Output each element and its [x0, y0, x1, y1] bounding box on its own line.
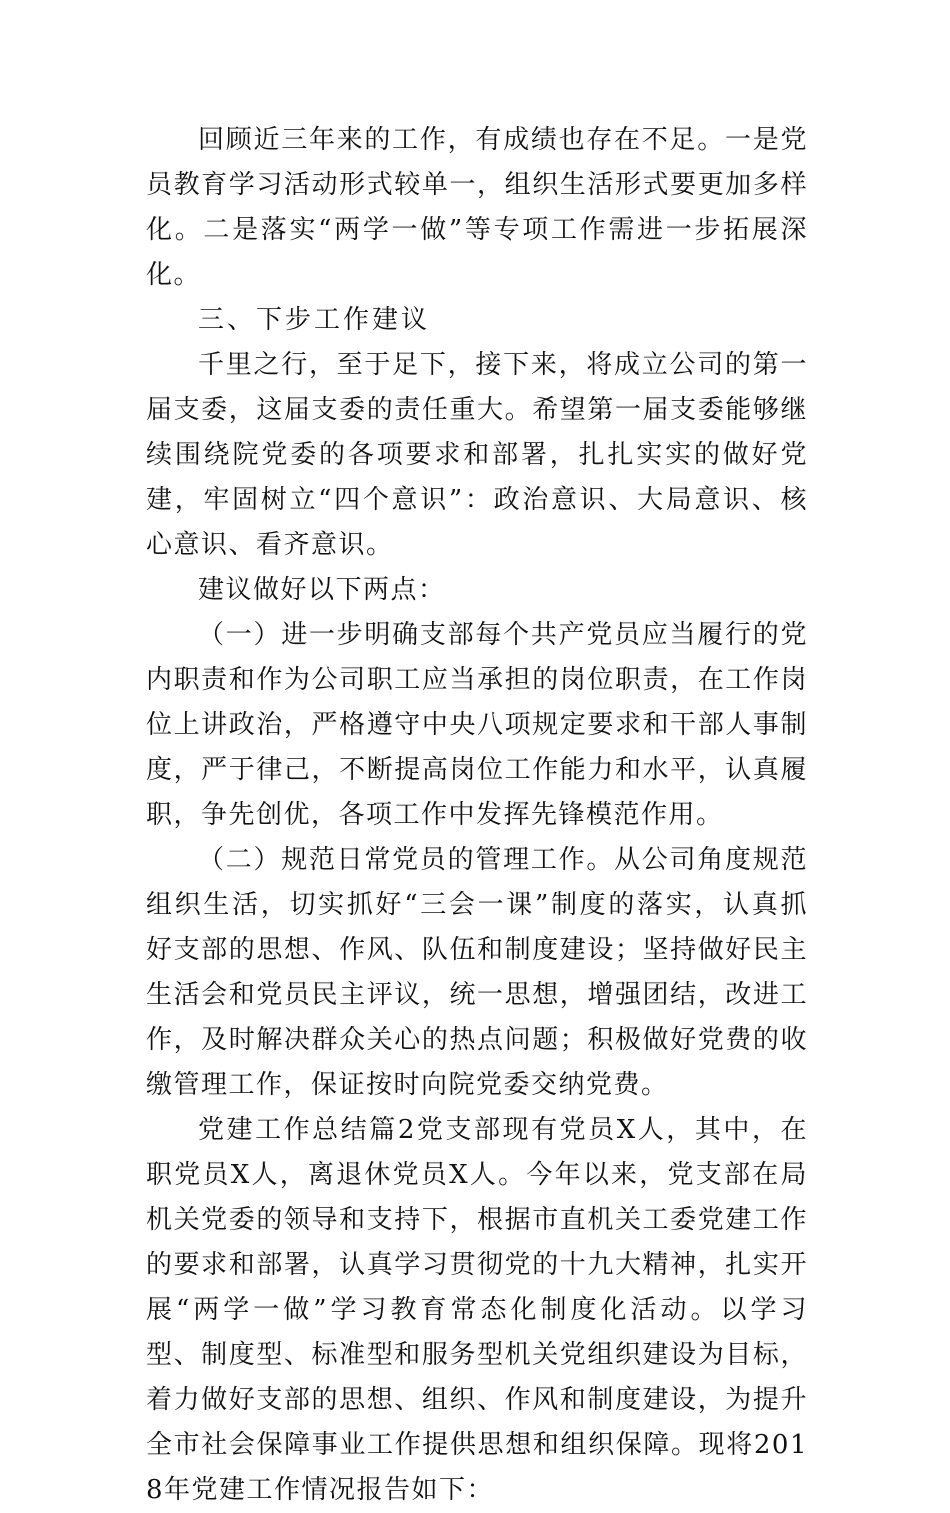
section-heading-next-steps: 三、下步工作建议 — [198, 305, 431, 335]
document-body — [146, 118, 808, 1513]
paragraph-review-shortcomings: 回顾近三年来的工作，有成绩也存在不足。一是党员教育学习活动形式较单一，组织生活形式要更加多样化。二是落实“两学一做”等专项工作需进一步拓展深化。 — [146, 125, 808, 290]
paragraph-two-points-intro: 建议做好以下两点： — [198, 575, 446, 605]
paragraph-point-two: （二）规范日常党员的管理工作。从公司角度规范组织生活，切实抓好“三会一课”制度的落实，认真抓好支部的思想、作风、队伍和制度建设；坚持做好民主生活会和党员民主评议，统一思想，增强团结，改进工作，及时解决群众关心的热点问题；积极做好党费的收缴管理工作，保证按时向院党委交纳党费。 — [146, 845, 808, 1100]
paragraph-summary-part-2: 党建工作总结篇2党支部现有党员X人，其中，在职党员X人，离退休党员X人。今年以来，党支部在局机关党委的领导和支持下，根据市直机关工委党建工作的要求和部署，认真学习贯彻党的十九大精神，扎实开展“两学一做”学习教育常态化制度化活动。以学习型、制度型、标准型和服务型机关党组织建设为目标，着力做好支部的思想、组织、作风和制度建设，为提升全市社会保障事业工作提供思想和组织保障。现将2018年党建工作情况报告如下： — [146, 1115, 808, 1505]
paragraph-point-one: （一）进一步明确支部每个共产党员应当履行的党内职责和作为公司职工应当承担的岗位职责，在工作岗位上讲政治，严格遵守中央八项规定要求和干部人事制度，严于律己，不断提高岗位工作能力和水平，认真履职，争先创优，各项工作中发挥先锋模范作用。 — [146, 620, 808, 830]
paragraph-new-committee: 千里之行，至于足下，接下来，将成立公司的第一届支委，这届支委的责任重大。希望第一届支委能够继续围绕院党委的各项要求和部署，扎扎实实的做好党建，牢固树立“四个意识”：政治意识、大局意识、核心意识、看齐意识。 — [146, 350, 808, 560]
